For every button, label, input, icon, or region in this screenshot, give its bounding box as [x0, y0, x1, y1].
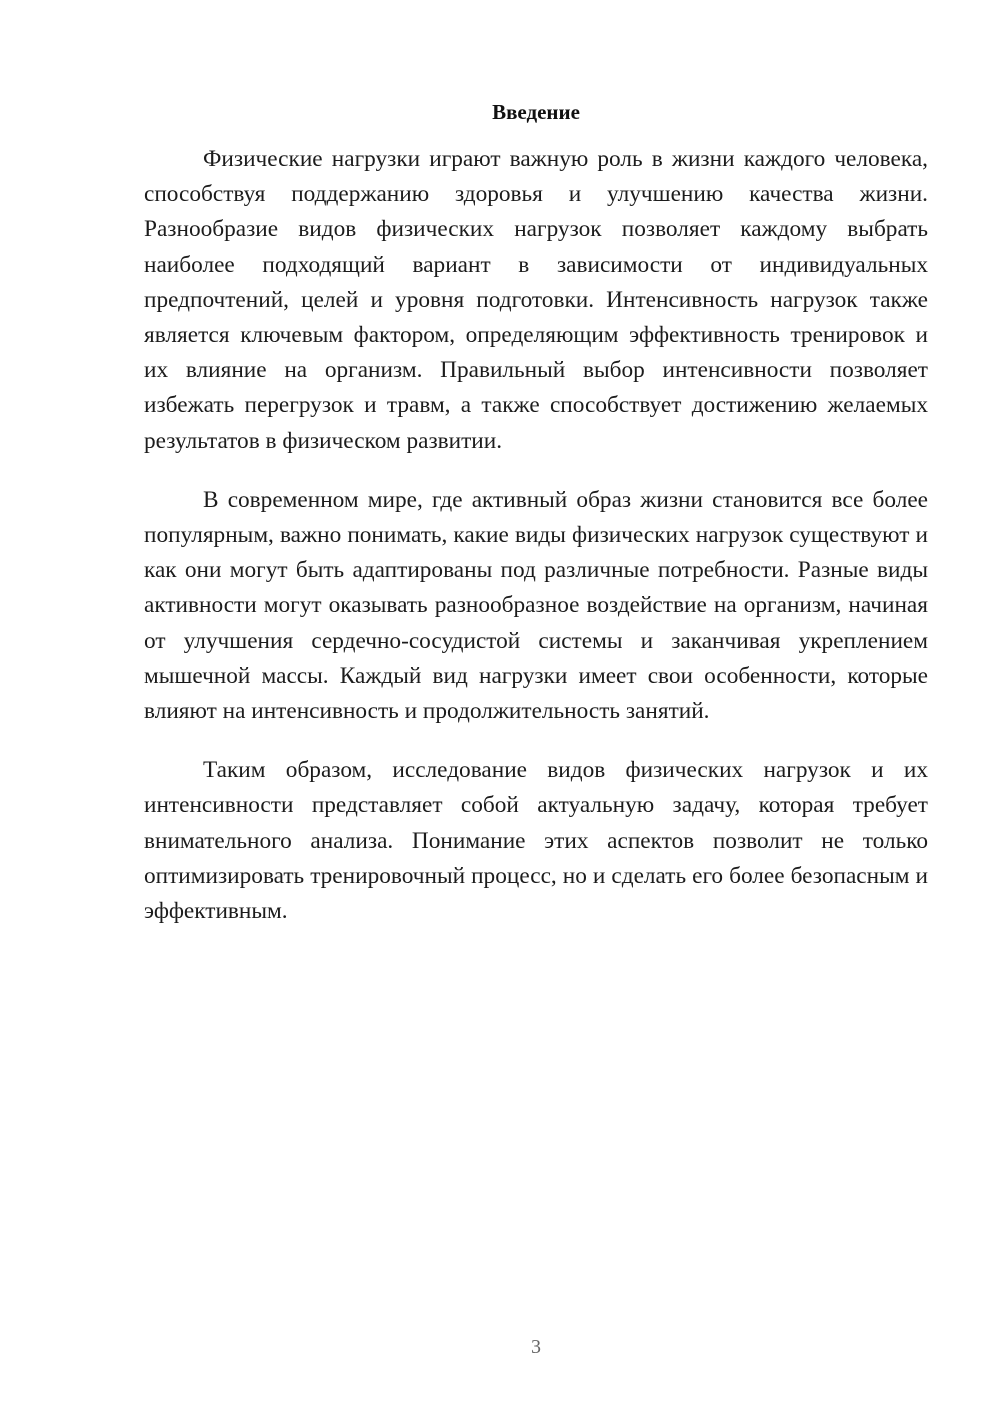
paragraph-2: В современном мире, где активный образ жизни становится все более популярным, важно понимать, какие виды физических нагрузок существуют и как они могут быть адаптированы под различные потребности. Разные виды активности могут оказывать разнообразное воздействие на организм, начиная от улучшения сердечно-сосудистой системы и заканчивая укреплением мышечной массы. Каждый вид нагрузки имеет свои особенности, которые влияют на интенсивность и продолжительность занятий. — [144, 486, 928, 725]
section-title: Введение — [492, 100, 580, 124]
page-number: 3 — [531, 1336, 541, 1358]
body-text — [144, 142, 928, 953]
paragraph-1: Физические нагрузки играют важную роль в жизни каждого человека, способствуя поддержанию здоровья и улучшению качества жизни. Разнообразие видов физических нагрузок позволяет каждому выбрать наиболее подходящий вариант в зависимости от индивидуальных предпочтений, целей и уровня подготовки. Интенсивность нагрузок также является ключевым фактором, определяющим эффективность тренировок и их влияние на организм. Правильный выбор интенсивности позволяет избежать перегрузок и травм, а также способствует достижению желаемых результатов в физическом развитии. — [144, 146, 928, 454]
paragraph-3: Таким образом, исследование видов физических нагрузок и их интенсивности представляет собой актуальную задачу, которая требует внимательного анализа. Понимание этих аспектов позволит не только оптимизировать тренировочный процесс, но и сделать его более безопасным и эффективным. — [144, 757, 928, 925]
